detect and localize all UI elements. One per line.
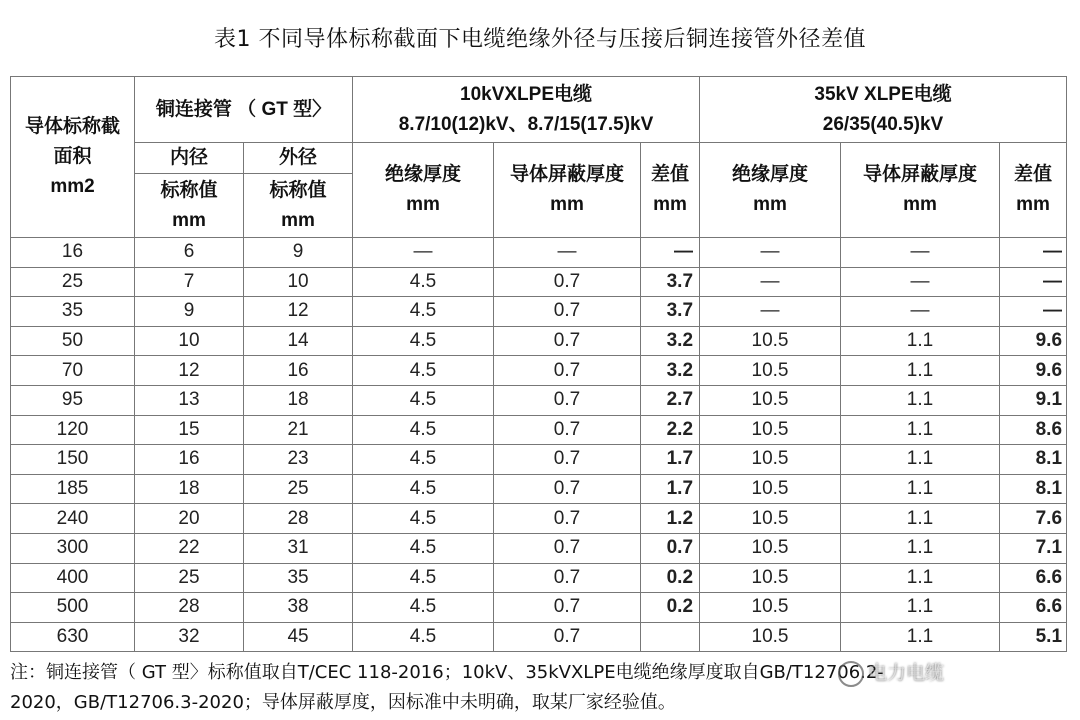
table-row — [11, 622, 1067, 652]
table-row — [11, 385, 1067, 415]
table-cell: 14 — [244, 326, 353, 356]
table-cell: 18 — [135, 474, 244, 504]
table-cell: 25 — [244, 474, 353, 504]
table-cell: 10.5 — [700, 445, 841, 475]
header-35kv-diff: 差值 mm — [1000, 143, 1067, 238]
table-cell: 8.1 — [1000, 445, 1067, 475]
table-cell: 150 — [11, 445, 135, 475]
table-row — [11, 415, 1067, 445]
table-cell: 7 — [135, 267, 244, 297]
table-cell: 1.1 — [841, 385, 1000, 415]
table-cell: 0.7 — [494, 356, 641, 386]
table-cell: — — [494, 238, 641, 268]
table-cell: 50 — [11, 326, 135, 356]
table-cell: 12 — [244, 297, 353, 327]
header-10kv-cable: 10kVXLPE电缆 8.7/10(12)kV、8.7/15(17.5)kV — [353, 77, 700, 143]
table-cell: 185 — [11, 474, 135, 504]
table-cell: 3.7 — [641, 297, 700, 327]
table-title: 表1 不同导体标称截面下电缆绝缘外径与压接后铜连接管外径差值 — [214, 27, 866, 52]
table-cell: 0.7 — [494, 326, 641, 356]
table-cell: 0.7 — [494, 474, 641, 504]
table-cell: 10.5 — [700, 504, 841, 534]
table-cell: 7.6 — [1000, 504, 1067, 534]
table-cell: 3.2 — [641, 326, 700, 356]
header-10kv-shield: 导体屏蔽厚度 mm — [494, 143, 641, 238]
table-cell: 1.1 — [841, 415, 1000, 445]
table-row — [11, 474, 1067, 504]
table-cell: — — [841, 238, 1000, 268]
table-cell: 25 — [135, 563, 244, 593]
table-cell: 9 — [244, 238, 353, 268]
table-cell: 20 — [135, 504, 244, 534]
table-cell: 4.5 — [353, 385, 494, 415]
wechat-logo-icon — [838, 661, 864, 687]
table-cell: 9.6 — [1000, 356, 1067, 386]
table-cell: 4.5 — [353, 356, 494, 386]
header-10kv-insulation: 绝缘厚度 mm — [353, 143, 494, 238]
table-cell: 1.1 — [841, 356, 1000, 386]
table-cell: 45 — [244, 622, 353, 652]
table-cell: 13 — [135, 385, 244, 415]
table-cell: 0.2 — [641, 563, 700, 593]
table-cell: 16 — [244, 356, 353, 386]
table-cell: 7.1 — [1000, 533, 1067, 563]
table-cell: 1.1 — [841, 445, 1000, 475]
table-cell: 2.2 — [641, 415, 700, 445]
table-cell: 4.5 — [353, 593, 494, 623]
table-cell: 500 — [11, 593, 135, 623]
table-cell: 4.5 — [353, 445, 494, 475]
table-cell: 0.7 — [494, 445, 641, 475]
table-cell: 630 — [11, 622, 135, 652]
table-cell: 300 — [11, 533, 135, 563]
table-cell: 32 — [135, 622, 244, 652]
table-cell: 4.5 — [353, 297, 494, 327]
table-cell: 10.5 — [700, 356, 841, 386]
table-cell: 4.5 — [353, 533, 494, 563]
table-cell: 0.7 — [494, 622, 641, 652]
table-cell: 240 — [11, 504, 135, 534]
header-10kv-diff: 差值 mm — [641, 143, 700, 238]
table-cell: — — [641, 238, 700, 268]
table-cell: 12 — [135, 356, 244, 386]
table-row — [11, 533, 1067, 563]
table-cell: 23 — [244, 445, 353, 475]
table-cell: — — [841, 297, 1000, 327]
table-cell: 4.5 — [353, 326, 494, 356]
table-cell: 1.1 — [841, 622, 1000, 652]
table-cell: 1.1 — [841, 474, 1000, 504]
header-section-area: 导体标称截 面积 mm2 — [11, 77, 135, 238]
table-cell: 6.6 — [1000, 563, 1067, 593]
table-cell: — — [700, 238, 841, 268]
table-cell: 10.5 — [700, 326, 841, 356]
table-cell: — — [1000, 267, 1067, 297]
table-cell: 0.7 — [494, 593, 641, 623]
table-cell: 400 — [11, 563, 135, 593]
table-cell: 0.7 — [494, 415, 641, 445]
table-cell: 1.1 — [841, 533, 1000, 563]
table-row — [11, 445, 1067, 475]
table-cell: — — [700, 297, 841, 327]
table-cell: 22 — [135, 533, 244, 563]
table-cell: 4.5 — [353, 504, 494, 534]
table-cell: 18 — [244, 385, 353, 415]
table-cell: 8.1 — [1000, 474, 1067, 504]
header-inner-nominal: 标称值 mm — [135, 174, 244, 238]
table-cell: 5.1 — [1000, 622, 1067, 652]
table-row — [11, 356, 1067, 386]
table-cell: 70 — [11, 356, 135, 386]
table-cell: 21 — [244, 415, 353, 445]
table-cell: 35 — [11, 297, 135, 327]
table-cell: 0.7 — [494, 297, 641, 327]
table-cell: 28 — [135, 593, 244, 623]
data-table — [10, 76, 1067, 652]
watermark: 电力电缆 — [838, 658, 944, 687]
table-cell: 120 — [11, 415, 135, 445]
table-row — [11, 593, 1067, 623]
table-cell: 1.2 — [641, 504, 700, 534]
table-cell: 0.7 — [494, 563, 641, 593]
table-cell: 1.1 — [841, 504, 1000, 534]
table-cell: 0.7 — [494, 267, 641, 297]
table-cell — [641, 622, 700, 652]
table-cell: 10 — [135, 326, 244, 356]
table-cell: 4.5 — [353, 622, 494, 652]
table-cell: 2.7 — [641, 385, 700, 415]
table-cell: 0.7 — [494, 504, 641, 534]
table-cell: — — [700, 267, 841, 297]
table-cell: 10.5 — [700, 415, 841, 445]
table-cell: 4.5 — [353, 415, 494, 445]
header-copper-tube: 铜连接管 （ GT 型〉 — [135, 77, 353, 143]
table-row — [11, 267, 1067, 297]
table-cell: 3.7 — [641, 267, 700, 297]
table-cell: 10 — [244, 267, 353, 297]
table-cell: — — [1000, 238, 1067, 268]
footnote-line-2: 2020，GB/T12706.3-2020；导体屏蔽厚度，因标准中未明确，取某厂家经验值。 — [10, 692, 676, 713]
header-outer-nominal: 标称值 mm — [244, 174, 353, 238]
table-cell: 4.5 — [353, 267, 494, 297]
table-cell: 1.1 — [841, 326, 1000, 356]
table-cell: 9.1 — [1000, 385, 1067, 415]
table-cell: 10.5 — [700, 385, 841, 415]
table-cell: 0.7 — [494, 385, 641, 415]
table-cell: 1.1 — [841, 593, 1000, 623]
table-row — [11, 563, 1067, 593]
header-outer-diameter: 外径 — [244, 143, 353, 174]
table-cell: 6 — [135, 238, 244, 268]
table-cell: 10.5 — [700, 622, 841, 652]
footnote-line-1: 注：铜连接管（ GT 型〉标称值取自T/CEC 118-2016；10kV、35kVXLPE电缆绝缘厚度取自GB/T12706.2- — [10, 662, 884, 683]
table-cell: 0.2 — [641, 593, 700, 623]
header-35kv-insulation: 绝缘厚度 mm — [700, 143, 841, 238]
table-cell: 1.1 — [841, 563, 1000, 593]
table-cell: 1.7 — [641, 474, 700, 504]
table-cell: 4.5 — [353, 563, 494, 593]
table-row — [11, 297, 1067, 327]
table-cell: 10.5 — [700, 474, 841, 504]
table-cell: 1.7 — [641, 445, 700, 475]
table-cell: 0.7 — [641, 533, 700, 563]
table-cell: — — [353, 238, 494, 268]
table-cell: 10.5 — [700, 563, 841, 593]
table-cell: 8.6 — [1000, 415, 1067, 445]
table-row — [11, 326, 1067, 356]
table-cell: 25 — [11, 267, 135, 297]
table-cell: 31 — [244, 533, 353, 563]
table-cell: 9.6 — [1000, 326, 1067, 356]
table-cell: — — [841, 267, 1000, 297]
table-row — [11, 238, 1067, 268]
table-cell: 38 — [244, 593, 353, 623]
table-cell: 9 — [135, 297, 244, 327]
table-cell: 3.2 — [641, 356, 700, 386]
header-35kv-cable: 35kV XLPE电缆 26/35(40.5)kV — [700, 77, 1067, 143]
table-cell: 4.5 — [353, 474, 494, 504]
table-cell: 35 — [244, 563, 353, 593]
table-cell: 28 — [244, 504, 353, 534]
table-cell: 6.6 — [1000, 593, 1067, 623]
table-cell: — — [1000, 297, 1067, 327]
header-inner-diameter: 内径 — [135, 143, 244, 174]
table-cell: 15 — [135, 415, 244, 445]
table-cell: 10.5 — [700, 593, 841, 623]
header-35kv-shield: 导体屏蔽厚度 mm — [841, 143, 1000, 238]
table-cell: 95 — [11, 385, 135, 415]
table-cell: 0.7 — [494, 533, 641, 563]
table-cell: 10.5 — [700, 533, 841, 563]
table-cell: 16 — [11, 238, 135, 268]
table-cell: 16 — [135, 445, 244, 475]
table-row — [11, 504, 1067, 534]
